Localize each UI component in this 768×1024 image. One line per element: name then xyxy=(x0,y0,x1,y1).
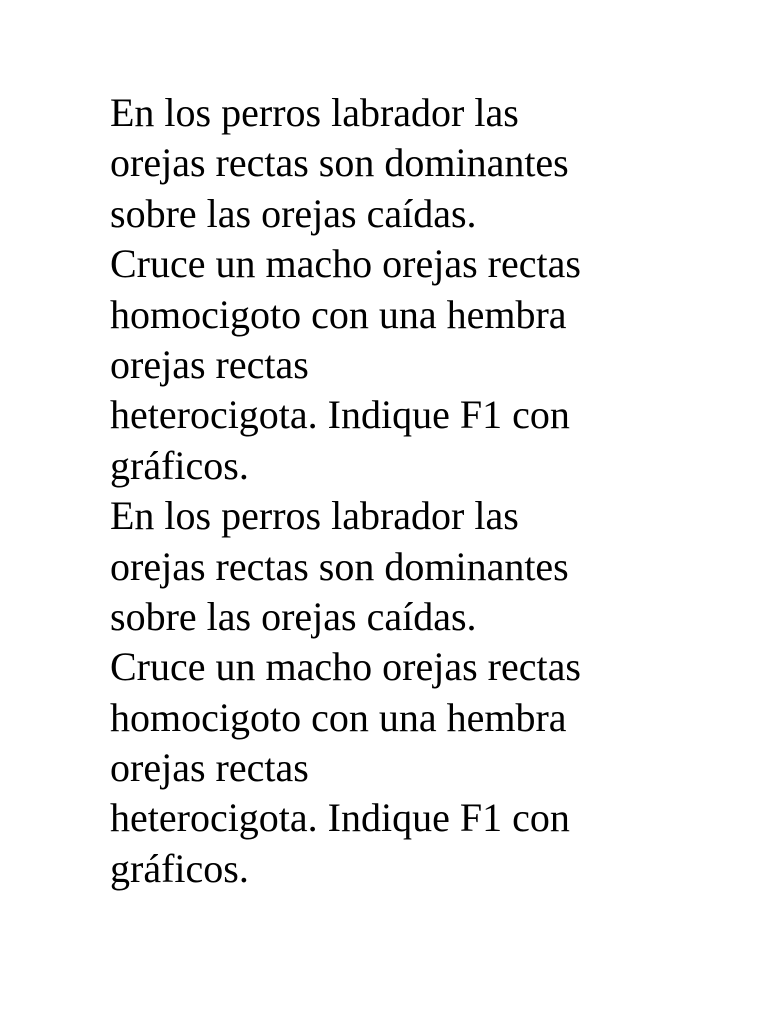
text-line: sobre las orejas caídas. xyxy=(110,593,477,639)
text-line: Cruce un macho orejas rectas xyxy=(110,644,581,690)
text-line: Cruce un macho orejas rectas xyxy=(110,241,581,287)
text-line: orejas rectas son dominantes xyxy=(110,543,569,589)
text-line: heterocigota. Indique F1 con xyxy=(110,392,570,438)
text-line: homocigoto con una hembra xyxy=(110,694,567,740)
text-line: orejas rectas xyxy=(110,745,309,791)
text-line: heterocigota. Indique F1 con xyxy=(110,795,570,841)
text-line: gráficos. xyxy=(110,845,249,891)
document-text xyxy=(110,88,710,894)
text-line: sobre las orejas caídas. xyxy=(110,190,477,236)
text-line: orejas rectas xyxy=(110,341,309,387)
text-line: En los perros labrador las xyxy=(110,493,519,539)
text-line: orejas rectas son dominantes xyxy=(110,140,569,186)
text-line: homocigoto con una hembra xyxy=(110,291,567,337)
text-line: En los perros labrador las xyxy=(110,90,519,135)
text-line: gráficos. xyxy=(110,442,249,488)
